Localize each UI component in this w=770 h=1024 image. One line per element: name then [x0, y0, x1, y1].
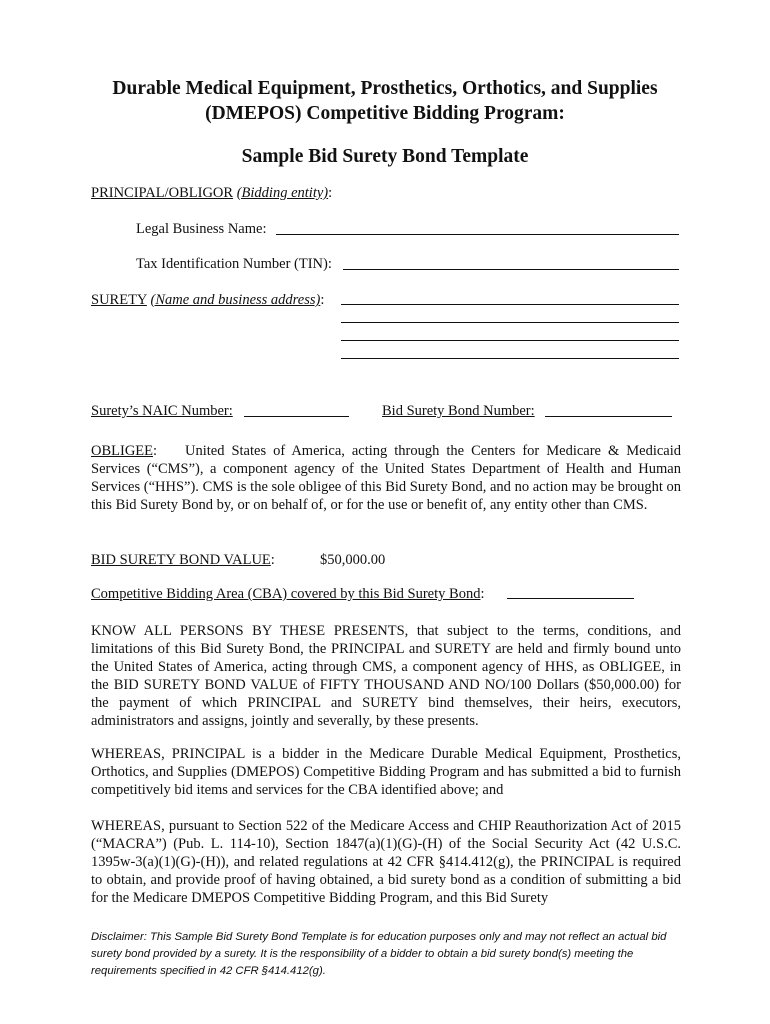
- surety-label-note: (Name and business address): [150, 292, 321, 308]
- tin-field[interactable]: [343, 269, 679, 270]
- document-title-line-2: (DMEPOS) Competitive Bidding Program:: [205, 103, 565, 124]
- cba-label: Competitive Bidding Area (CBA) covered by this Bid Surety Bond: [91, 586, 481, 602]
- surety-address-field-3[interactable]: [341, 340, 679, 341]
- obligee-colon: :: [153, 443, 158, 459]
- obligee-label: OBLIGEE: [91, 443, 154, 459]
- legal-business-name-field[interactable]: [276, 234, 679, 235]
- surety-colon: :: [320, 292, 325, 308]
- whereas-bidder-paragraph: WHEREAS, PRINCIPAL is a bidder in the Medicare Durable Medical Equipment, Prosthetics, Orthotics, and Supplies (DMEPOS) Competitive Bidding Program and has submitted a bid to furnish competitively bid items and services for the CBA identified above; and: [91, 746, 681, 798]
- cba-colon: :: [480, 586, 485, 602]
- surety-address-field-2[interactable]: [341, 322, 679, 323]
- cba-row: [91, 585, 484, 603]
- bond-value-row: [91, 551, 275, 569]
- document-title-line-1: Durable Medical Equipment, Prosthetics, Orthotics, and Supplies: [112, 78, 658, 99]
- bond-value-colon: :: [270, 552, 275, 568]
- obligee-paragraph: [91, 443, 681, 515]
- principal-label: PRINCIPAL/OBLIGOR: [91, 185, 234, 201]
- disclaimer-text: Disclaimer: This Sample Bid Surety Bond Template is for education purposes only and may not reflect an actual bid surety bond provided by a surety. It is the responsibility of a bidder to obtain a bid surety bond(s) meeting the requirements specified in 42 CFR §414.412(g).: [91, 931, 667, 977]
- principal-heading: [91, 184, 332, 202]
- know-all-persons-paragraph: KNOW ALL PERSONS BY THESE PRESENTS, that subject to the terms, conditions, and limitations of this Bid Surety Bond, the PRINCIPAL and SURETY are held and firmly bound unto the United States of America, acting through CMS, a component agency of HHS, as OBLIGEE, in the BID SURETY BOND VALUE of FIFTY THOUSAND AND NO/100 Dollars ($50,000.00) for the payment of which PRINCIPAL and SURETY bind themselves, their heirs, executors, administrators and assigns, jointly and severally, by these presents.: [91, 623, 681, 729]
- surety-naic-label: Surety’s NAIC Number:: [91, 403, 233, 419]
- surety-naic-field[interactable]: [244, 416, 349, 417]
- principal-label-note: (Bidding entity): [236, 185, 329, 201]
- whereas-macra-paragraph: WHEREAS, pursuant to Section 522 of the Medicare Access and CHIP Reauthorization Act of 2015 (“MACRA”) (Pub. L. 114-10), Section 1847(a)(1)(G)-(H) of the Social Security Act (42 U.S.C. 1395w-3(a)(1)(G)-(H)), and related regulations at 42 CFR §414.412(g), the PRINCIPAL is required to obtain, and provide proof of having obtained, a bid surety bond as a condition of submitting a bid for the Medicare DMEPOS Competitive Bidding Program, and this Bid Surety: [91, 818, 681, 906]
- principal-colon: :: [328, 185, 333, 201]
- surety-heading: [91, 291, 324, 309]
- bond-value-label: BID SURETY BOND VALUE: [91, 552, 271, 568]
- surety-address-field-1[interactable]: [341, 304, 679, 305]
- cba-field[interactable]: [507, 598, 634, 599]
- tin-label: Tax Identification Number (TIN):: [136, 256, 332, 272]
- obligee-text: United States of America, acting through the Centers for Medicare & Medicaid Services (“CMS”), a component agency of the United States Department of Health and Human Services (“HHS”). CMS is the sole obligee of this Bid Surety Bond, and no action may be brought on this Bid Surety Bond by, or on behalf of, or for the use or benefit of, any entity other than CMS.: [91, 443, 681, 513]
- bond-number-field[interactable]: [545, 416, 672, 417]
- bond-number-label: Bid Surety Bond Number:: [382, 403, 535, 419]
- bond-value-amount: $50,000.00: [320, 552, 386, 568]
- surety-label: SURETY: [91, 292, 147, 308]
- surety-address-field-4[interactable]: [341, 358, 679, 359]
- legal-business-name-label: Legal Business Name:: [136, 221, 267, 237]
- document-subtitle: Sample Bid Surety Bond Template: [241, 146, 529, 167]
